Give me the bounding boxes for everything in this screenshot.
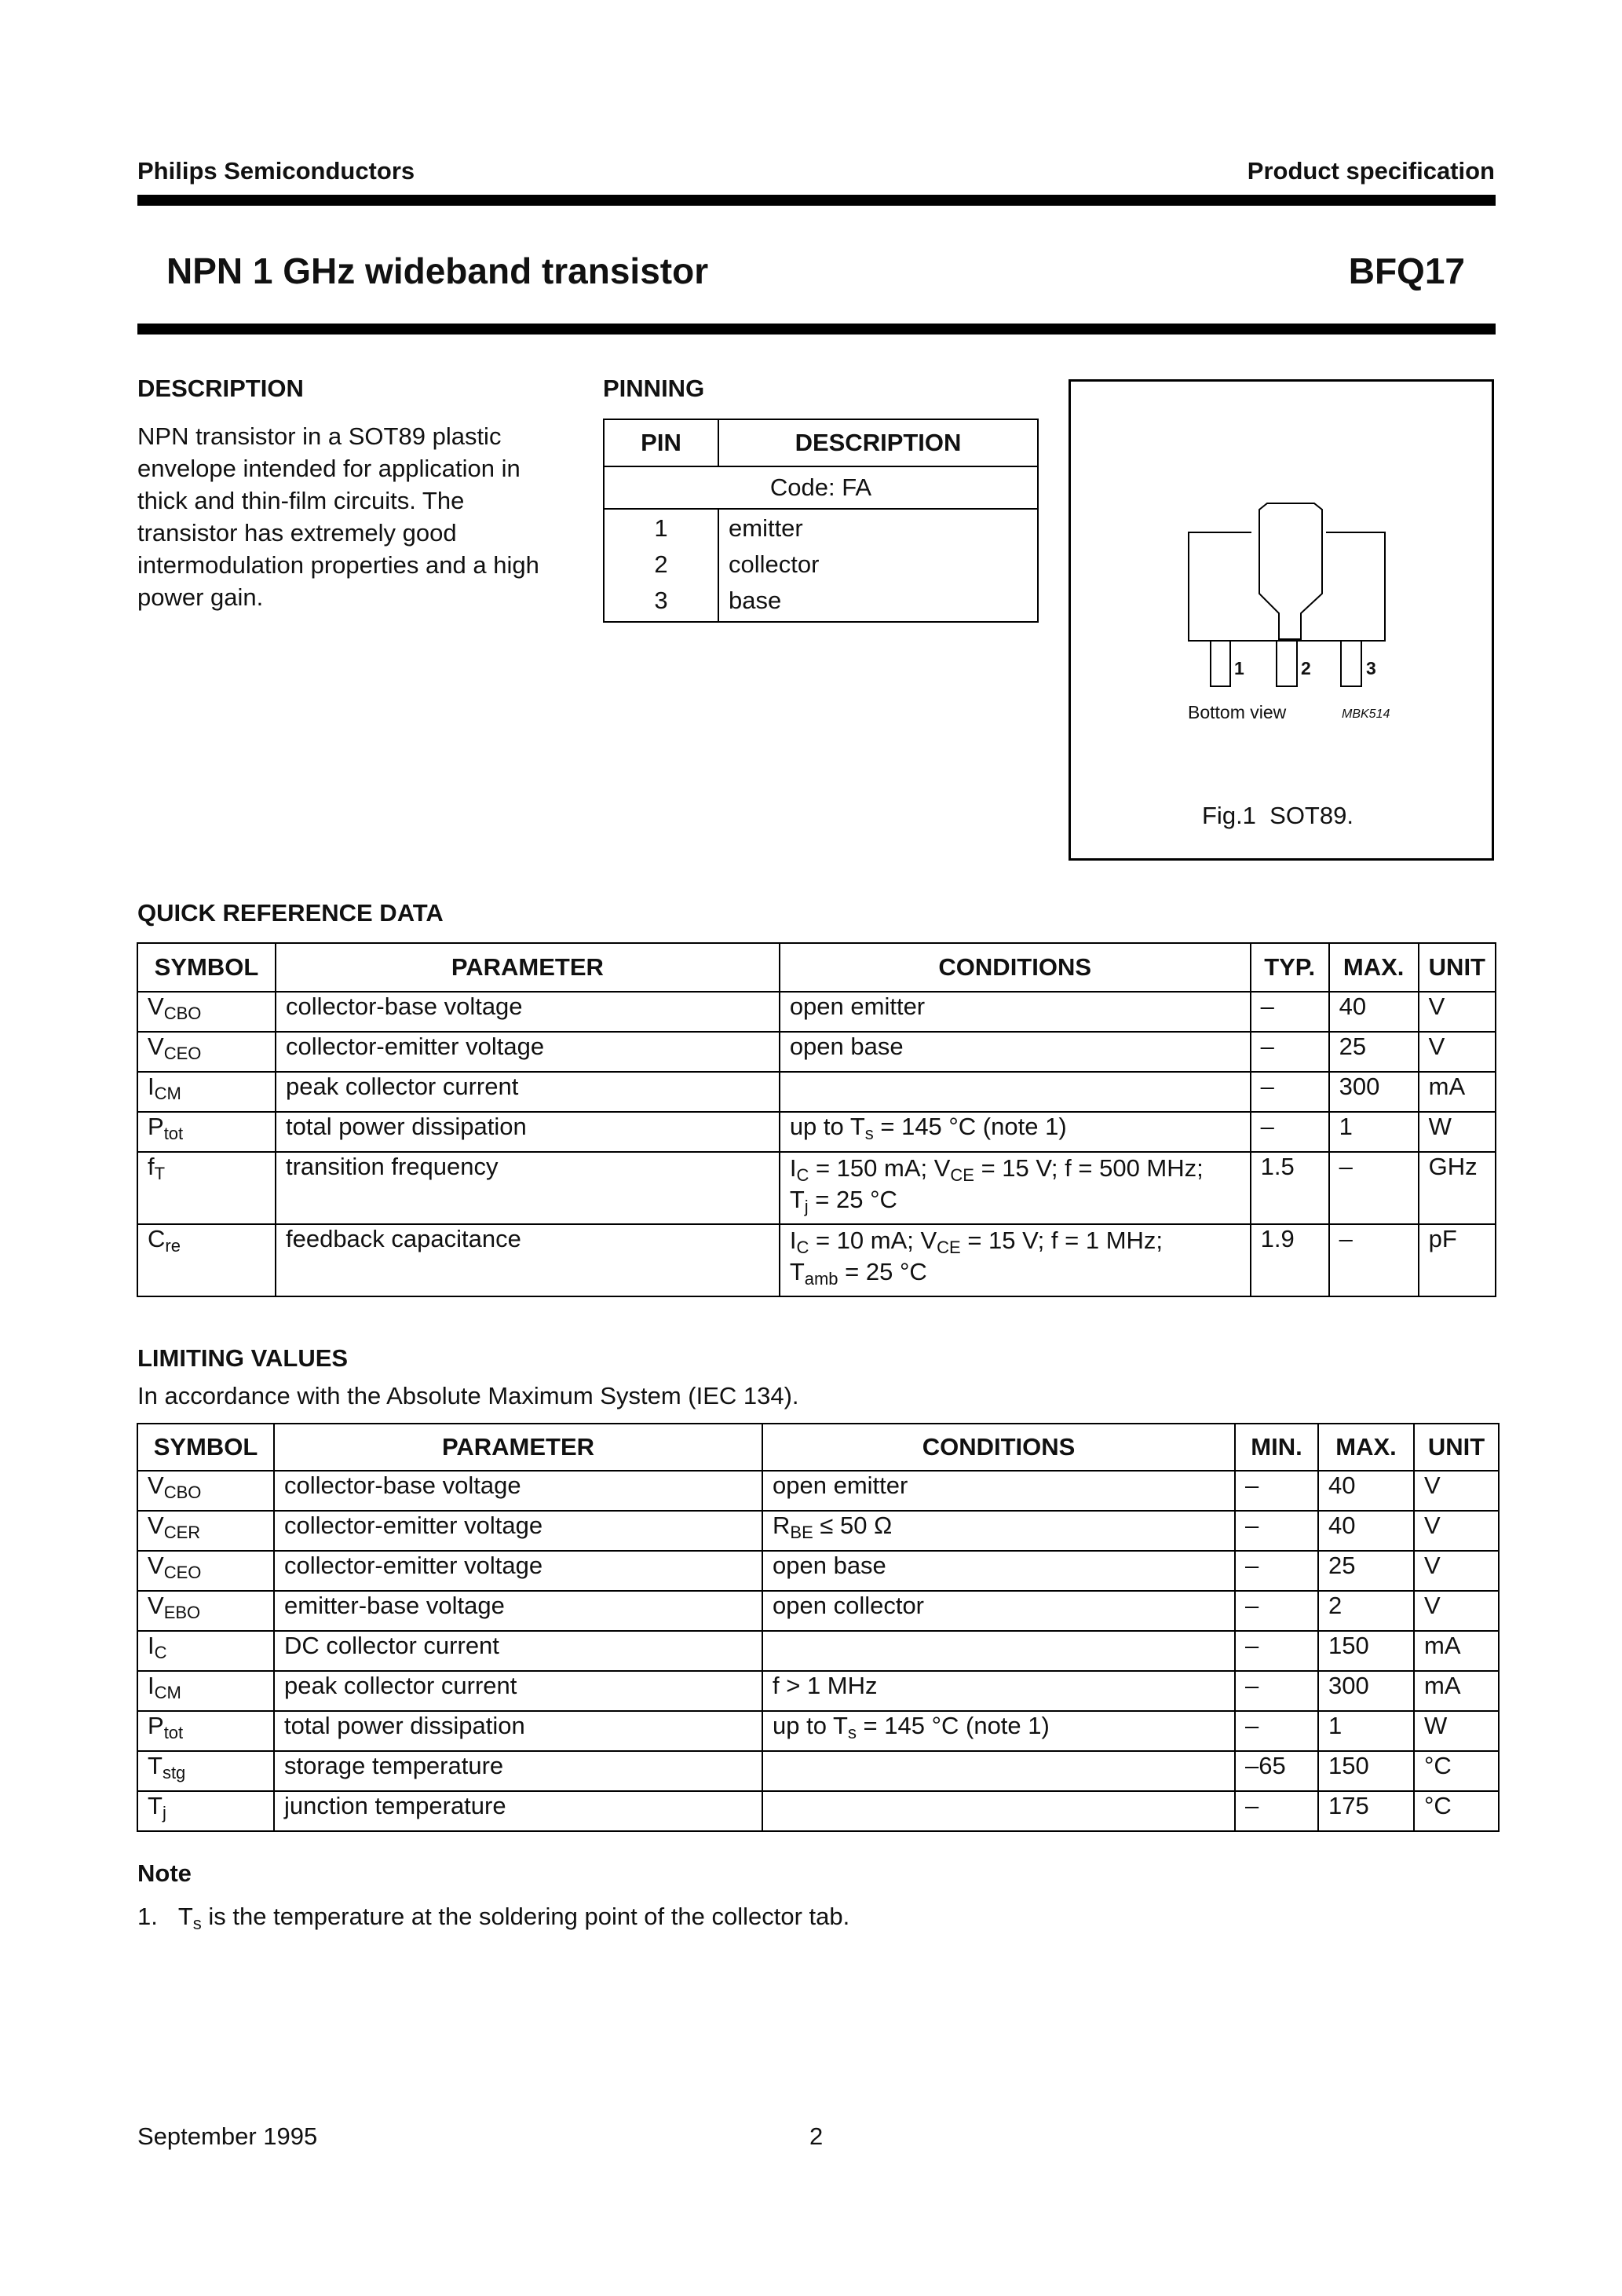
- lv-col-parameter: PARAMETER: [274, 1424, 762, 1471]
- page-number: 2: [809, 2122, 824, 2150]
- qrd-col-conditions: CONDITIONS: [780, 943, 1251, 992]
- lv-col-symbol: SYMBOL: [137, 1424, 274, 1471]
- part-number: BFQ17: [1348, 250, 1465, 291]
- lv-subtitle: In accordance with the Absolute Maximum System (IEC 134).: [137, 1382, 799, 1409]
- lv-heading: LIMITING VALUES: [137, 1344, 349, 1372]
- pin-row: 2 collector: [604, 543, 1038, 579]
- qrd-col-parameter: PARAMETER: [276, 943, 780, 992]
- table-row: $C_{re}$ feedback capacitance $I_C = 10$ mA; $V_{CE} = 15$ V; f = 1 MHz; $T_{amb} = 25$ °C 1.9 – pF: [137, 1224, 1496, 1296]
- note-1: 1. $T_s$ is the temperature at the soldering point of the collector tab.: [137, 1903, 850, 1933]
- pin-label-1: 1: [1234, 658, 1244, 678]
- limiting-values-table: [137, 1423, 1500, 1832]
- table-row: $f_T$ transition frequency $I_C = 150$ mA; $V_{CE} = 15$ V; f = 500 MHz; $T_j = 25$ °C 1.5 – GHz: [137, 1152, 1496, 1224]
- company-name: Philips Semiconductors: [137, 157, 415, 185]
- table-row: $I_{CM}$ peak collector current f > 1 MHz – 300 mA: [137, 1671, 1499, 1711]
- quick-reference-table: [137, 942, 1496, 1297]
- col-description: DESCRIPTION: [718, 419, 1038, 466]
- qrd-col-symbol: SYMBOL: [137, 943, 276, 992]
- lv-col-conditions: CONDITIONS: [762, 1424, 1235, 1471]
- table-row: $P_{tot}$ total power dissipation up to $T_s = 145$ °C (note 1) – 1 W: [137, 1711, 1499, 1751]
- product-title: NPN 1 GHz wideband transistor: [166, 250, 709, 291]
- lv-col-min: MIN.: [1235, 1424, 1318, 1471]
- qrd-col-max: MAX.: [1329, 943, 1419, 992]
- description-heading: DESCRIPTION: [137, 375, 304, 402]
- table-row: $V_{CBO}$ collector-base voltage open emitter – 40 V: [137, 992, 1496, 1032]
- title-rule: [137, 324, 1496, 335]
- figure-caption: Fig.1 SOT89.: [1202, 802, 1353, 829]
- table-row: $T_{stg}$ storage temperature –65 150 °C: [137, 1751, 1499, 1791]
- table-row: $V_{CBO}$ collector-base voltage open emitter – 40 V: [137, 1471, 1499, 1511]
- table-row: $V_{CEO}$ collector-emitter voltage open base – 25 V: [137, 1551, 1499, 1591]
- pin-label-3: 3: [1366, 658, 1376, 678]
- table-row: $V_{EBO}$ emitter-base voltage open collector – 2 V: [137, 1591, 1499, 1631]
- header-rule: [137, 195, 1496, 206]
- description-text: NPN transistor in a SOT89 plastic envelope intended for application in thick and thin-film circuits. The transistor has extremely good intermodulation properties and a high power gain.: [137, 422, 539, 611]
- lv-col-max: MAX.: [1318, 1424, 1414, 1471]
- qrd-col-unit: UNIT: [1419, 943, 1496, 992]
- pin-row: 3 base: [604, 579, 1038, 622]
- table-row: $T_j$ junction temperature – 175 °C: [137, 1791, 1499, 1831]
- figure-box: [1069, 379, 1494, 861]
- pinning-heading: PINNING: [603, 375, 705, 402]
- note-heading: Note: [137, 1859, 192, 1887]
- table-row: $V_{CER}$ collector-emitter voltage $R_{BE} \le 50$ Ω – 40 V: [137, 1511, 1499, 1551]
- pin-code: Code: FA: [604, 466, 1038, 509]
- document-type: Product specification: [1247, 157, 1495, 185]
- pin-label-2: 2: [1301, 658, 1311, 678]
- table-row: $I_C$ DC collector current – 150 mA: [137, 1631, 1499, 1671]
- pin-row: 1 emitter: [604, 509, 1038, 543]
- qrd-heading: QUICK REFERENCE DATA: [137, 899, 444, 927]
- table-row: $P_{tot}$ total power dissipation up to $T_s = 145$ °C (note 1) – 1 W: [137, 1112, 1496, 1152]
- col-pin: PIN: [604, 419, 718, 466]
- drawing-code: MBK514: [1342, 707, 1390, 721]
- table-row: $I_{CM}$ peak collector current – 300 mA: [137, 1072, 1496, 1112]
- qrd-col-typ: TYP.: [1251, 943, 1329, 992]
- bottom-view-label: Bottom view: [1188, 702, 1287, 722]
- table-row: $V_{CEO}$ collector-emitter voltage open base – 25 V: [137, 1032, 1496, 1072]
- pinning-table: [603, 419, 1039, 623]
- footer-date: September 1995: [137, 2122, 318, 2150]
- lv-col-unit: UNIT: [1414, 1424, 1499, 1471]
- sot89-package-drawing: [1071, 382, 1492, 858]
